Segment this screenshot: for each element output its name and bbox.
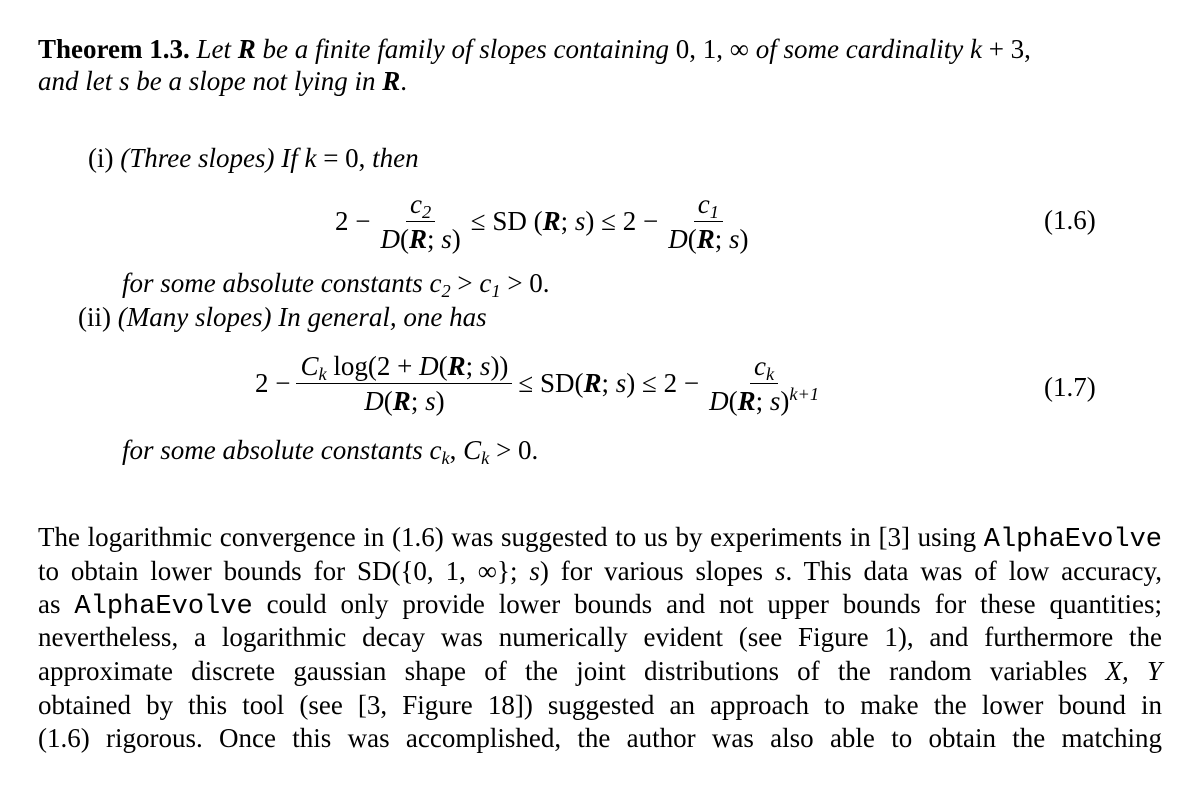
para-text: as <box>38 589 61 619</box>
item-label: (ii) <box>78 302 111 332</box>
math-eq: = 0, <box>316 143 366 173</box>
theorem-line-2 <box>38 66 407 97</box>
para-text: to obtain lower bounds for SD({0, 1, ∞}; <box>38 556 518 586</box>
theorem-text: of some cardinality <box>755 34 964 64</box>
item-then: then <box>372 143 419 173</box>
theorem-label: Theorem 1.3. <box>38 34 190 64</box>
math-var-s: s <box>774 556 786 586</box>
para-text: approximate discrete gaussian shape of the joint distributions of the random variables <box>38 656 1088 686</box>
fraction: $\frac{c_1}{D(R; s)}$ <box>668 189 749 255</box>
paragraph-line-3 <box>38 589 1162 622</box>
theorem-text: Let <box>196 34 231 64</box>
equation-1-6: 2 − $\frac{c_2}{D(R; s)}$ ≤ SD (R; s) ≤ 2 − $\frac{c_1}{D(R; s)}$ <box>335 190 759 254</box>
theorem-period: . <box>400 66 407 96</box>
fraction: $\frac{c_2}{D(R; s)}$ <box>380 189 461 255</box>
item-i-after <box>122 268 550 302</box>
para-text: The logarithmic convergence in (1.6) was suggested to us by experiments in [3] using <box>38 522 977 552</box>
equation-number-1-7: (1.7) <box>1044 372 1096 402</box>
paragraph-line-7: (1.6) rigorous. Once this was accomplished, the author was also able to obtain the matching <box>38 723 1162 753</box>
math-constants: $c_k$, $C_k > 0$. <box>429 435 539 469</box>
math-vars-xy: X, Y <box>1105 656 1163 686</box>
paragraph-line-5 <box>38 656 1162 687</box>
tool-name: AlphaEvolve <box>983 525 1163 555</box>
paragraph-line-4: nevertheless, a logarithmic decay was numerically evident (see Figure 1), and furthermore the <box>38 622 1162 652</box>
theorem-plus-three: + 3, <box>981 34 1031 64</box>
theorem-var-s: s <box>119 66 130 96</box>
theorem-var-k: k <box>969 34 982 64</box>
paragraph-line-6: obtained by this tool (see [3, Figure 18]) suggested an approach to make the lower bound in <box>38 690 1162 720</box>
item-ii-after <box>122 435 539 469</box>
math-constants: $c_2 > c_1 > 0$. <box>429 268 550 302</box>
math-var-s: s <box>529 556 540 586</box>
tool-name: AlphaEvolve <box>74 592 253 622</box>
paragraph-line-1 <box>38 522 1162 555</box>
item-heading: (Three slopes) If <box>120 143 298 173</box>
fraction: $\frac{c_k}{D(R; s)^{k+1}}$ <box>709 351 820 417</box>
item-label: (i) <box>88 143 114 173</box>
para-text: ) for various slopes <box>539 556 764 586</box>
theorem-set: 0, 1, ∞ <box>675 34 749 64</box>
paragraph-line-2 <box>38 556 1162 587</box>
para-text: . This data was of low accuracy, <box>785 556 1163 586</box>
para-text: could only provide lower bounds and not upper bounds for these quantities; <box>266 589 1163 619</box>
theorem-var-R: R <box>382 66 401 96</box>
item-heading: (Many slopes) In general, one has <box>117 302 487 332</box>
equation-1-7: 2 − $\frac{C_k \log(2 + D(R; s))}{D(R; s)}$ ≤ SD(R; s) ≤ 2 − $\frac{c_k}{D(R; s)^{k+1}}$ <box>255 352 829 416</box>
theorem-text: be a finite family of slopes containing <box>262 34 669 64</box>
theorem-text: be a slope not lying in <box>136 66 376 96</box>
math-var-k: k <box>304 143 317 173</box>
fraction: $\frac{C_k \log(2 + D(R; s))}{D(R; s)}$ <box>296 352 512 416</box>
theorem-var-R: R <box>237 34 256 64</box>
item-i-heading <box>88 143 419 174</box>
item-ii-heading <box>78 302 487 333</box>
equation-number-1-6: (1.6) <box>1044 205 1096 235</box>
item-text: for some absolute constants <box>122 435 423 465</box>
item-text: for some absolute constants <box>122 268 423 298</box>
theorem-line-1 <box>38 34 1031 65</box>
theorem-text: and let <box>38 66 113 96</box>
